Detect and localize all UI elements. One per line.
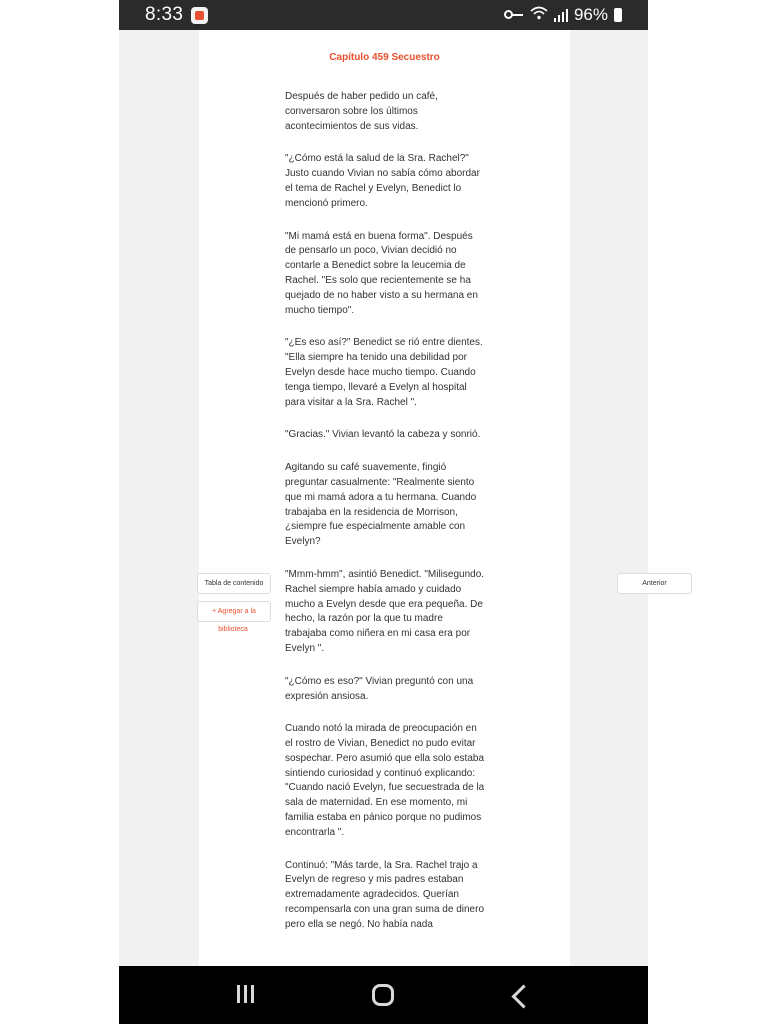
- navigation-bar: [119, 966, 648, 1024]
- previous-chapter-button[interactable]: Anterior: [617, 573, 692, 594]
- back-icon[interactable]: [511, 984, 535, 1008]
- table-of-contents-button[interactable]: Tabla de contenido: [197, 573, 271, 594]
- add-to-library-link[interactable]: biblioteca: [218, 626, 248, 633]
- home-icon[interactable]: [372, 984, 394, 1006]
- battery-icon: [614, 8, 622, 22]
- wifi-icon: [530, 6, 548, 24]
- status-time: 8:33: [145, 4, 184, 25]
- add-to-library-button[interactable]: + Agregar a la: [197, 601, 271, 622]
- paragraph: Continuó: "Más tarde, la Sra. Rachel trajo a Evelyn de regreso y mis padres estaban extremadamente agradecidos. Querían recompensarla con una gran suma de dinero pero ella se negó. No había nada: [285, 859, 485, 930]
- paragraph: Cuando notó la mirada de preocupación en el rostro de Vivian, Benedict no pudo evitar sospechar. Pero asumió que ella solo estaba sintiendo curiosidad y continuó explicando: "Cuando nació Evelyn, fue secuestrada de la sala de maternidad. En ese momento, mi familia estaba en pánico porque no pudimos encontrarla ".: [285, 723, 485, 838]
- paragraph: "¿Cómo está la salud de la Sra. Rachel?" Justo cuando Vivian no sabía cómo abordar el tema de Rachel y Evelyn, Benedict lo mencionó primero.: [285, 153, 480, 209]
- recent-apps-icon[interactable]: [237, 985, 254, 1003]
- battery-percent: 96%: [573, 5, 608, 24]
- reader-content[interactable]: [199, 30, 570, 966]
- chapter-title: Capítulo 459 Secuestro: [329, 52, 440, 63]
- key-icon: [504, 9, 524, 21]
- paragraph: "¿Es eso así?" Benedict se rió entre dientes. "Ella siempre ha tenido una debilidad por Evelyn desde hace mucho tiempo. Cuando tenga tiempo, llevaré a Evelyn al hospital para visitar a la Sra. Rachel ".: [285, 337, 483, 408]
- paragraph: "¿Cómo es eso?" Vivian preguntó con una expresión ansiosa.: [285, 675, 474, 702]
- app-notification-icon: [191, 7, 208, 24]
- status-icons: [504, 5, 622, 25]
- paragraph: Agitando su café suavemente, fingió preguntar casualmente: "Realmente siento que mi mamá adora a tu hermana. Cuando trabajaba en la residencia de Morrison, ¿siempre fue especialmente amable con Evelyn?: [285, 462, 477, 548]
- signal-icon: [554, 8, 568, 22]
- paragraph: Después de haber pedido un café, conversaron sobre los últimos acontecimientos de sus vidas.: [285, 91, 438, 132]
- chapter-text: [285, 90, 485, 951]
- paragraph: "Mi mamá está en buena forma". Después de pensarlo un poco, Vivian decidió no contarle a Benedict sobre la leucemia de Rachel. "Es solo que recientemente se ha quejado de no haber visto a su hermana en mucho tiempo".: [285, 230, 478, 316]
- status-bar: [119, 0, 648, 30]
- paragraph: "Gracias." Vivian levantó la cabeza y sonrió.: [285, 429, 481, 441]
- paragraph: "Mmm-hmm", asintió Benedict. "Milisegundo. Rachel siempre había amado y cuidado mucho a Evelyn desde que era pequeña. De hecho, la razón por la que tu madre trabajaba como niñera en mi casa era por Evelyn ".: [285, 568, 485, 654]
- phone-screen: [119, 0, 667, 1024]
